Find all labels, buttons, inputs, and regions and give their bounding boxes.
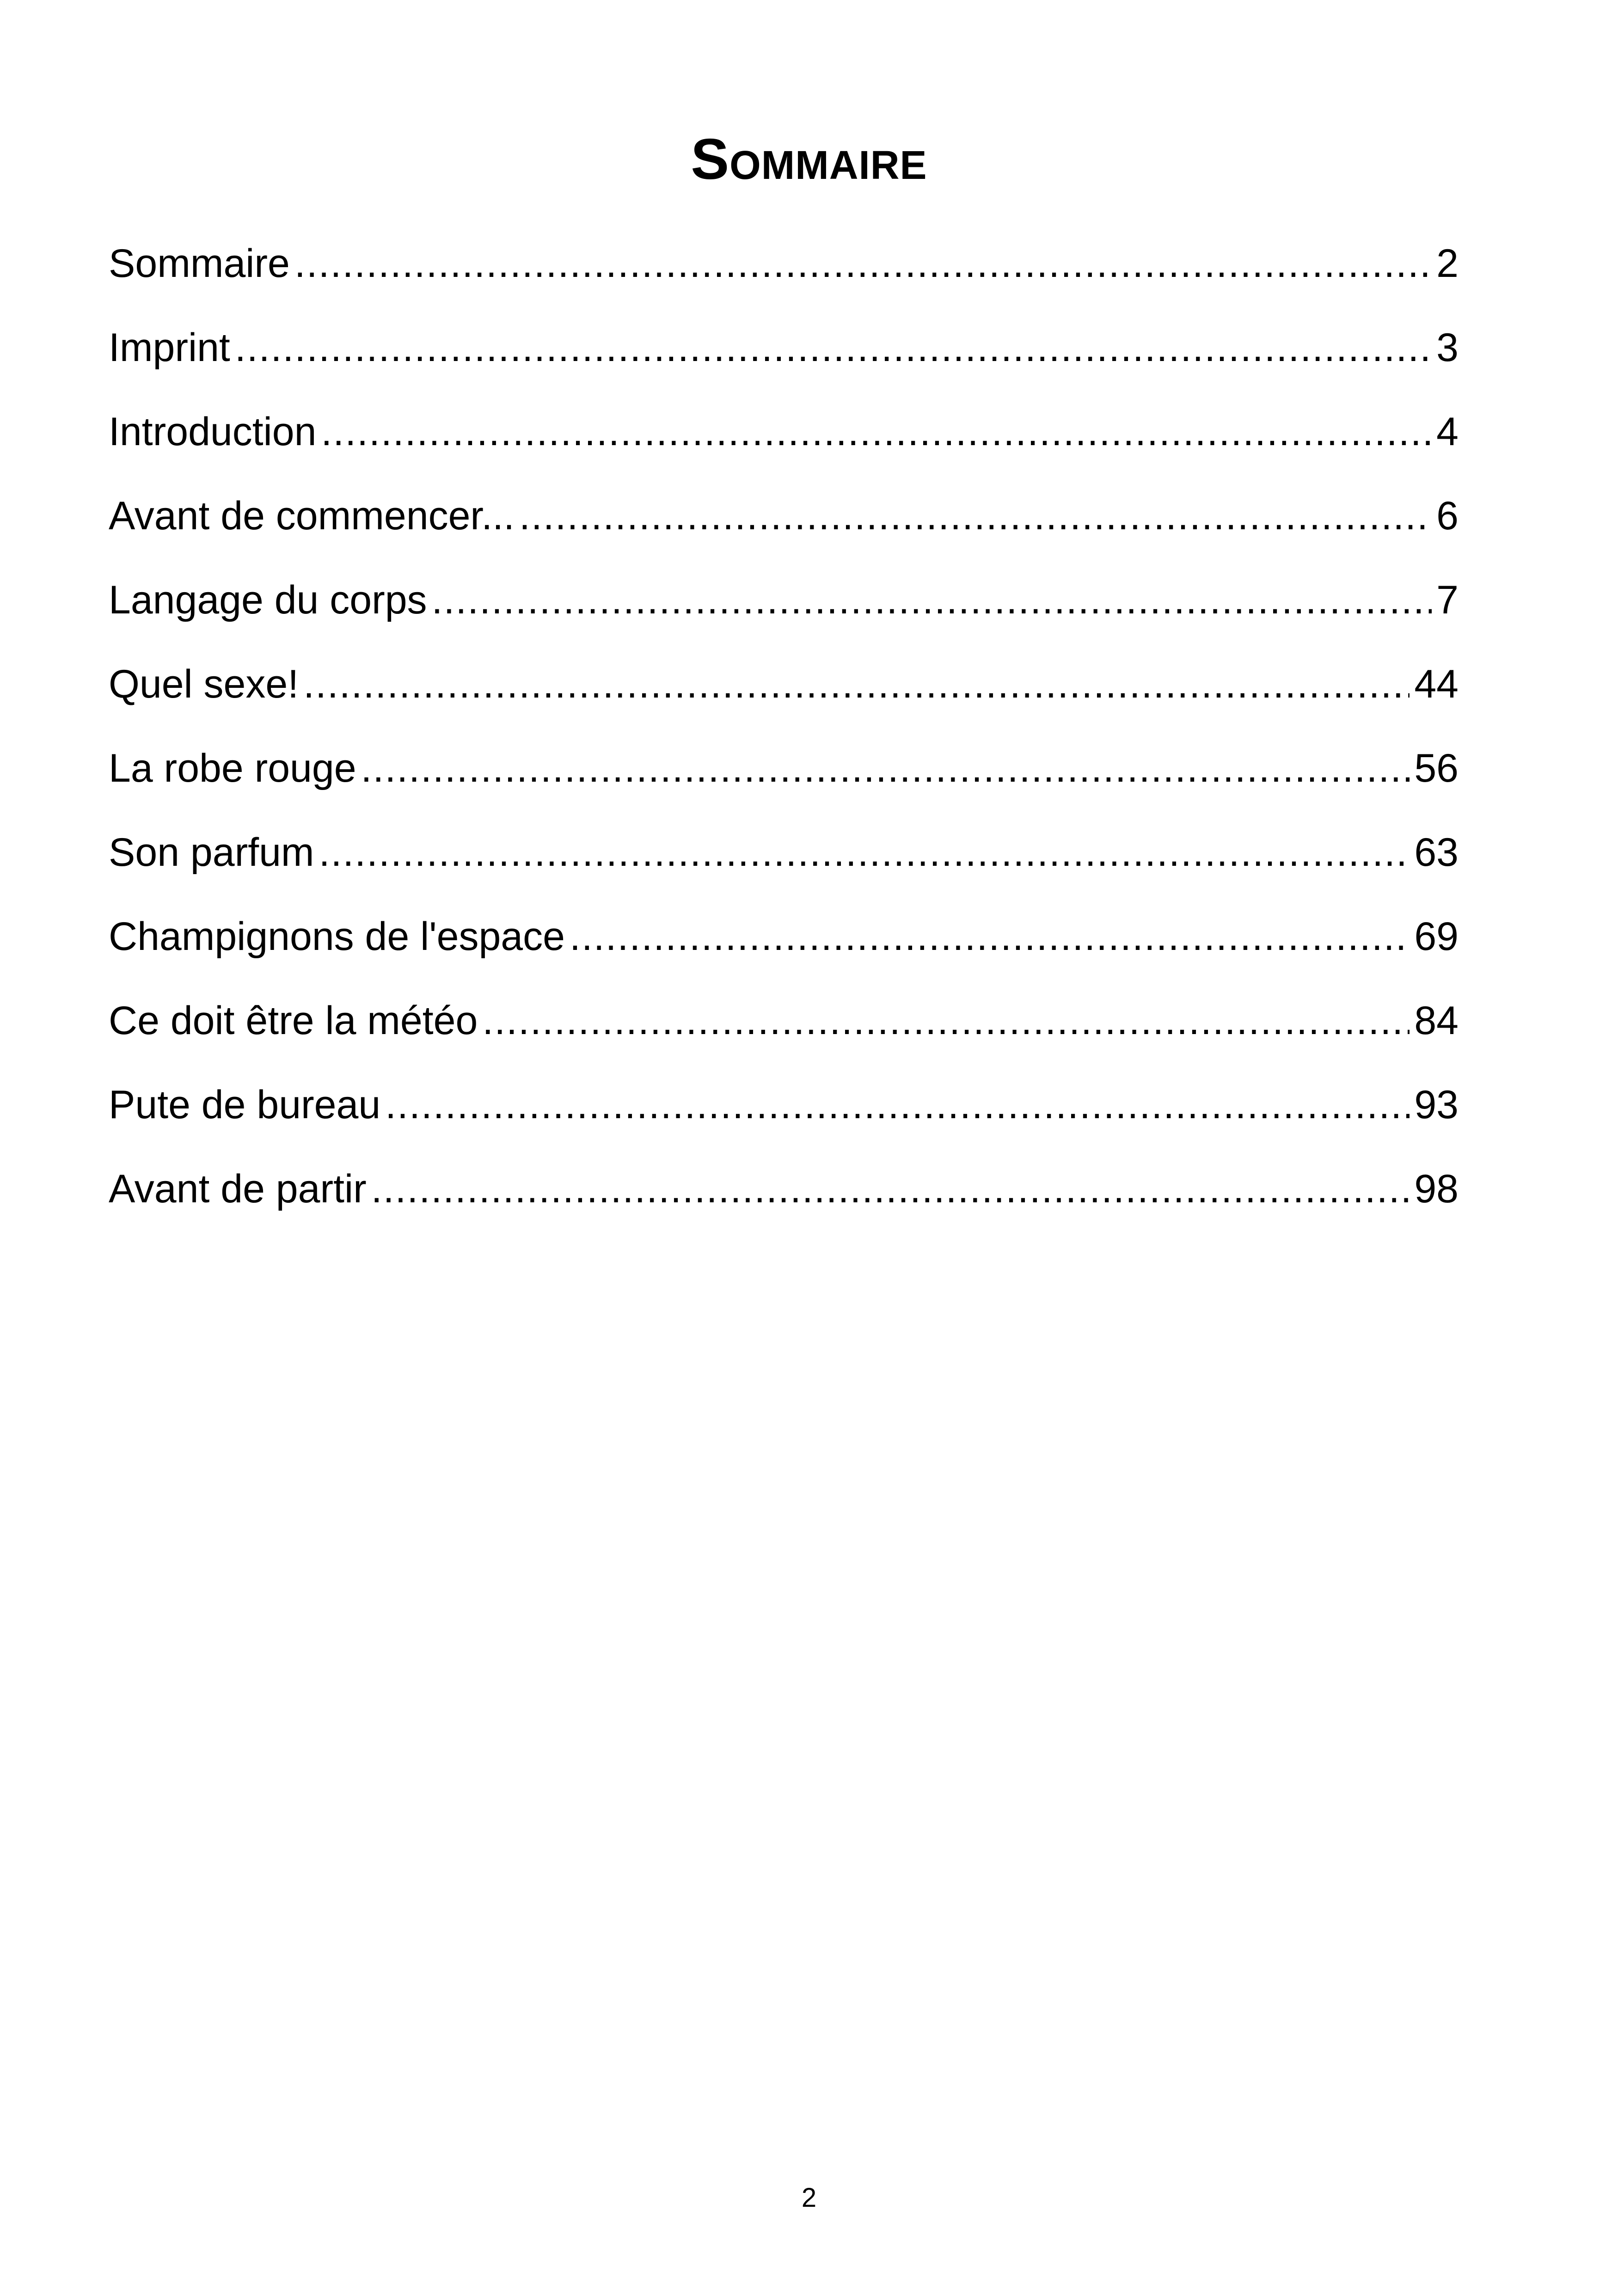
toc-entry[interactable] xyxy=(109,822,1459,906)
toc-leader-dots xyxy=(321,402,1432,462)
toc-entry-page: 7 xyxy=(1436,578,1459,622)
toc-entry-page: 93 xyxy=(1414,1083,1459,1127)
toc-leader-dots xyxy=(432,570,1432,630)
toc-leader-dots xyxy=(371,1159,1410,1219)
page-number: 2 xyxy=(801,2183,817,2213)
toc-entry[interactable] xyxy=(109,233,1459,318)
toc-entry-label: Champignons de l'espace xyxy=(109,914,565,959)
toc-entry-label: Quel sexe! xyxy=(109,662,299,706)
toc-entry-label: Imprint xyxy=(109,325,230,370)
toc-entry-page: 44 xyxy=(1414,662,1459,706)
toc-leader-dots xyxy=(570,906,1410,967)
toc-entry[interactable] xyxy=(109,570,1459,654)
toc-entry[interactable] xyxy=(109,1075,1459,1159)
toc-entry-page: 2 xyxy=(1436,241,1459,286)
toc-entry-label: Avant de partir xyxy=(109,1167,367,1211)
toc-entry-page: 69 xyxy=(1414,914,1459,959)
toc-entry-page: 3 xyxy=(1436,325,1459,370)
toc-entry-label: Langage du corps xyxy=(109,578,427,622)
toc-entry-label: Sommaire xyxy=(109,241,290,286)
toc-entry[interactable] xyxy=(109,738,1459,822)
toc-entry[interactable] xyxy=(109,906,1459,991)
table-of-contents xyxy=(109,233,1459,1243)
toc-entry[interactable] xyxy=(109,654,1459,738)
toc-entry[interactable] xyxy=(109,402,1459,486)
toc-leader-dots xyxy=(235,318,1432,378)
page-title: Sommaire xyxy=(691,128,927,191)
toc-entry-page: 63 xyxy=(1414,830,1459,875)
toc-entry[interactable] xyxy=(109,991,1459,1075)
toc-entry-page: 56 xyxy=(1414,746,1459,790)
toc-entry-label: Introduction xyxy=(109,410,317,454)
toc-entry[interactable] xyxy=(109,486,1459,570)
toc-leader-dots xyxy=(482,991,1410,1051)
toc-entry-label: Son parfum xyxy=(109,830,314,875)
toc-entry-page: 4 xyxy=(1436,410,1459,454)
toc-entry-page: 6 xyxy=(1436,494,1459,538)
toc-entry[interactable] xyxy=(109,318,1459,402)
toc-entry[interactable] xyxy=(109,1159,1459,1243)
toc-leader-dots xyxy=(519,486,1432,546)
toc-leader-dots xyxy=(294,233,1432,294)
toc-entry-label: La robe rouge xyxy=(109,746,356,790)
toc-leader-dots xyxy=(303,654,1410,714)
toc-leader-dots xyxy=(385,1075,1410,1135)
toc-leader-dots xyxy=(319,822,1410,882)
toc-entry-page: 98 xyxy=(1414,1167,1459,1211)
toc-leader-dots xyxy=(361,738,1410,798)
toc-entry-label: Ce doit être la météo xyxy=(109,998,478,1043)
toc-entry-label: Pute de bureau xyxy=(109,1083,381,1127)
toc-entry-page: 84 xyxy=(1414,998,1459,1043)
toc-entry-label: Avant de commencer... xyxy=(109,494,515,538)
